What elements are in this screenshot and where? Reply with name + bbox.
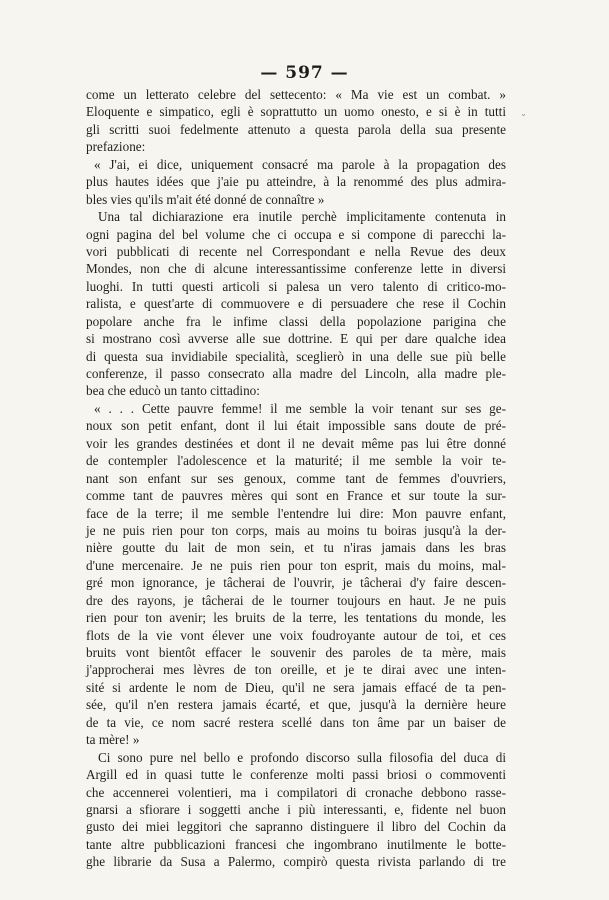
text-line: de ta vie, ce nom sacré restera scellé dans ton âme par un baiser de	[86, 714, 506, 730]
page-number: — 597 —	[260, 63, 349, 83]
text-line: « . . . Cette pauvre femme! il me semble la voir tenant sur ses ge-	[94, 400, 506, 416]
text-line: j'approcherai mes lèvres de ton oreille, et je te dirai avec une inten-	[86, 662, 506, 678]
body-text	[86, 86, 506, 871]
text-line: de contempler l'adolescence et la maturité; il me semble la voir te-	[86, 453, 506, 469]
text-line: ta mère! »	[86, 732, 140, 748]
text-line: Ci sono pure nel bello e profondo discorso sulla filosofia del duca di	[98, 749, 506, 765]
text-line: Eloquente e simpatico, egli è soprattutto un uomo onesto, e si è in tutti	[86, 104, 506, 120]
text-line: je ne puis rien pour ton corps, mais au moins tu boiras jusqu'à la der-	[86, 522, 506, 538]
text-line: conferenze, il passo consecrato alla madre del Lincoln, alla madre ple-	[86, 366, 506, 381]
text-line: si mostrano così avverse alle sue dottrine. E qui per dare qualche idea	[86, 331, 506, 347]
text-line: dre des rayons, je tâcherai de le tourner toujours en haut. Je ne puis	[86, 592, 506, 608]
text-line: nière goutte du lait de mon sein, et tu n'iras jamais dans les bras	[86, 540, 506, 556]
text-line: gli scritti suoi fedelmente attenuto a questa parola della sua presente	[86, 121, 506, 137]
text-line: popolare anche fra le infime classi della popolazione parigina che	[86, 313, 506, 329]
text-line: Argill ed in quasi tutte le conferenze molti passi briosi o commoventi	[86, 767, 506, 783]
text-line: prefazione:	[86, 139, 146, 155]
text-line: sée, qu'il n'en restera jamais écarté, et que, jusqu'à la dernière heure	[86, 697, 506, 713]
margin-mark: ˘	[521, 114, 526, 125]
text-line: bruits vont bientôt effacer le souvenir des paroles de ta mère, mais	[86, 645, 506, 660]
text-line: Mondes, non che di alcune interessantissime conferenze lette in diversi	[86, 261, 506, 277]
text-line: luoghi. In tutti questi articoli si palesa un vero talento di critico-mo-	[86, 278, 506, 294]
text-line: face de la terre; il me semble l'entendre lui dire: Mon pauvre enfant,	[86, 505, 506, 521]
text-line: noux son petit enfant, dont il lui était impossible sans doute de pré-	[86, 418, 506, 434]
text-line: comme tant de pauvres mères qui sont en France et sur toute la sur-	[86, 488, 506, 504]
text-line: « J'ai, ei dice, uniquement consacré ma parole à la propagation des	[94, 156, 506, 172]
text-line: che accennerei volentieri, ma i compilatori di cronache debbono rasse-	[86, 784, 506, 800]
text-line: plus hautes idées que j'aie pu atteindre, à la renommé des plus admira-	[86, 174, 506, 190]
text-line: gré mon ignorance, je tâcherai de l'ouvrir, je tâcherai d'y faire descen-	[86, 575, 506, 591]
text-line: vori pubblicati di recente nel Correspondant e nella Revue des deux	[86, 243, 506, 259]
text-line: ghe librarie da Susa a Palermo, compirò questa rivista parlando di tre	[86, 854, 506, 870]
text-line: bea che educò un tanto cittadino:	[86, 383, 260, 399]
text-line: come un letterato celebre del settecento: « Ma vie est un combat. »	[86, 87, 506, 102]
text-line: Una tal dichiarazione era inutile perchè implicitamente contenuta in	[98, 209, 506, 225]
text-line: ogni pagina del bel volume che ci occupa e si compone di parecchi la-	[86, 226, 506, 242]
text-line: gnarsi a sfiorare i soggetti anche i più interessanti, e, fidente nel buon	[86, 801, 506, 817]
text-line: tante altre pubblicazioni francesi che ingombrano inutilmente le botte-	[86, 836, 506, 852]
text-line: flots de la vie vont élever une voix foudroyante autour de toi, et ces	[86, 627, 506, 643]
text-line: ralista, e quest'arte di commuovere e di persuadere che rese il Cochin	[86, 296, 506, 312]
text-line: voir les grandes destinées et dont il ne devait même pas lui être donné	[86, 435, 506, 451]
text-line: rien pour ton avenir; les bruits de la terre, les tentations du monde, les	[86, 610, 506, 626]
text-line: di questa sua invidiabile specialità, sceglierò in una delle sue più belle	[86, 348, 506, 364]
text-line: nant son enfant sur ses genoux, comme tant de femmes d'ouvriers,	[86, 470, 506, 486]
text-line: bles vies qu'ils m'ait été donné de connaître »	[86, 191, 325, 207]
text-line: d'une mercenaire. Je ne puis rien pour ton esprit, mais du moins, mal-	[86, 557, 506, 573]
text-line: gusto dei miei leggitori che sapranno distinguere il libro del Cochin da	[86, 819, 506, 835]
text-line: sité si ardente le nom de Dieu, qu'il ne sera jamais effacé de ta pen-	[86, 679, 506, 695]
